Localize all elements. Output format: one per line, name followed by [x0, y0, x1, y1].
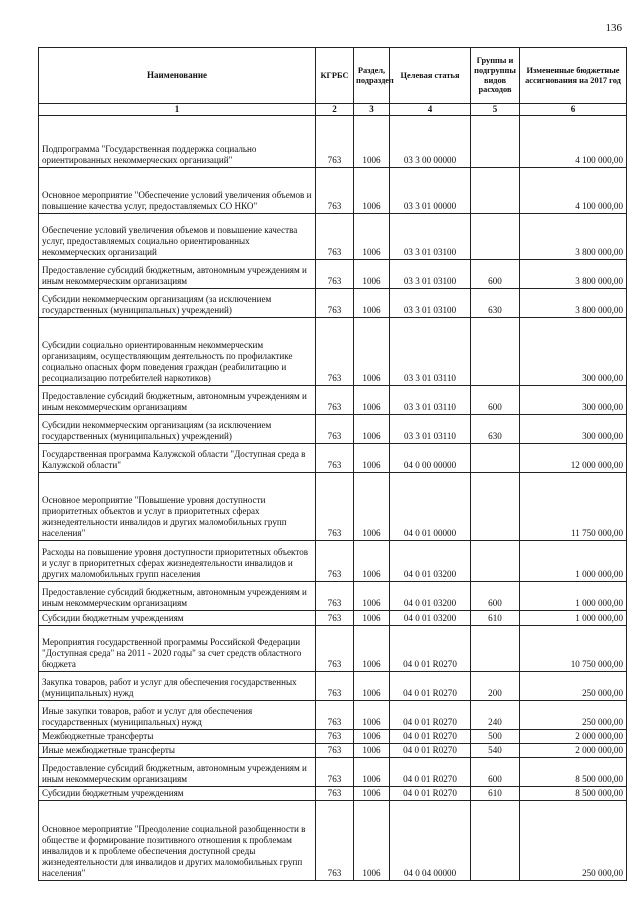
expense-group-cell: [471, 801, 520, 881]
amount-cell: 2 000 000,00: [520, 744, 627, 758]
expense-group-cell: 600: [471, 758, 520, 787]
item-name: Предоставление субсидий бюджетным, автономным учреждениям и иным некоммерческим организациям: [39, 386, 316, 415]
kgrbs-cell: 763: [316, 318, 354, 386]
amount-cell: 3 800 000,00: [520, 214, 627, 260]
page-number: 136: [605, 22, 622, 34]
expense-group-cell: 600: [471, 582, 520, 611]
target-article-cell: 03 3 00 00000: [390, 116, 471, 168]
target-article-cell: 03 3 01 03100: [390, 214, 471, 260]
razdel-cell: 1006: [354, 260, 390, 289]
expense-group-cell: 610: [471, 787, 520, 801]
kgrbs-cell: 763: [316, 116, 354, 168]
razdel-cell: 1006: [354, 541, 390, 582]
table-row: [39, 444, 627, 473]
item-name: Расходы на повышение уровня доступности приоритетных объектов и услуг в приоритетных сферах жизнедеятельности инвалидов и других маломобильных групп населения: [39, 541, 316, 582]
razdel-cell: 1006: [354, 116, 390, 168]
razdel-cell: 1006: [354, 386, 390, 415]
amount-cell: 12 000 000,00: [520, 444, 627, 473]
amount-cell: 250 000,00: [520, 701, 627, 730]
kgrbs-cell: 763: [316, 626, 354, 672]
amount-cell: 300 000,00: [520, 318, 627, 386]
target-article-cell: 04 0 01 R0270: [390, 626, 471, 672]
razdel-cell: 1006: [354, 611, 390, 626]
column-number: 3: [354, 104, 390, 116]
kgrbs-cell: 763: [316, 444, 354, 473]
item-name: Закупка товаров, работ и услуг для обеспечения государственных (муниципальных) нужд: [39, 672, 316, 701]
expense-group-cell: 200: [471, 672, 520, 701]
expense-group-cell: 630: [471, 289, 520, 318]
table-row: [39, 758, 627, 787]
column-number: 6: [520, 104, 627, 116]
item-name: Обеспечение условий увеличения объемов и повышение качества услуг, предоставляемых социально ориентированных некоммерческих организаций: [39, 214, 316, 260]
item-name: Иные межбюджетные трансферты: [39, 744, 316, 758]
target-article-cell: 03 3 01 03100: [390, 289, 471, 318]
header-name: Наименование: [39, 48, 316, 104]
expense-group-cell: [471, 626, 520, 672]
razdel-cell: 1006: [354, 214, 390, 260]
target-article-cell: 04 0 01 R0270: [390, 744, 471, 758]
razdel-cell: 1006: [354, 672, 390, 701]
razdel-cell: 1006: [354, 415, 390, 444]
header-amount: Измененные бюджетные ассигнования на 2017 год: [520, 48, 627, 104]
target-article-cell: 04 0 01 00000: [390, 473, 471, 541]
razdel-cell: 1006: [354, 730, 390, 744]
razdel-cell: 1006: [354, 744, 390, 758]
expense-group-cell: [471, 214, 520, 260]
kgrbs-cell: 763: [316, 473, 354, 541]
target-article-cell: 04 0 01 R0270: [390, 787, 471, 801]
kgrbs-cell: 763: [316, 289, 354, 318]
item-name: Субсидии бюджетным учреждениям: [39, 611, 316, 626]
amount-cell: 3 800 000,00: [520, 260, 627, 289]
amount-cell: 1 000 000,00: [520, 582, 627, 611]
header-target-article: Целевая статья: [390, 48, 471, 104]
amount-cell: 4 100 000,00: [520, 168, 627, 214]
amount-cell: 300 000,00: [520, 415, 627, 444]
kgrbs-cell: 763: [316, 541, 354, 582]
expense-group-cell: 610: [471, 611, 520, 626]
target-article-cell: 03 3 01 03100: [390, 260, 471, 289]
table-row: [39, 582, 627, 611]
table-row: [39, 801, 627, 881]
item-name: Предоставление субсидий бюджетным, автономным учреждениям и иным некоммерческим организациям: [39, 260, 316, 289]
table-row: [39, 168, 627, 214]
amount-cell: 250 000,00: [520, 672, 627, 701]
table-row: [39, 116, 627, 168]
razdel-cell: 1006: [354, 168, 390, 214]
target-article-cell: 04 0 04 00000: [390, 801, 471, 881]
kgrbs-cell: 763: [316, 214, 354, 260]
column-number: 4: [390, 104, 471, 116]
target-article-cell: 03 3 01 03110: [390, 318, 471, 386]
amount-cell: 2 000 000,00: [520, 730, 627, 744]
table-row: [39, 541, 627, 582]
target-article-cell: 03 3 01 00000: [390, 168, 471, 214]
target-article-cell: 04 0 01 R0270: [390, 672, 471, 701]
amount-cell: 10 750 000,00: [520, 626, 627, 672]
target-article-cell: 04 0 01 03200: [390, 541, 471, 582]
table-row: [39, 744, 627, 758]
expense-group-cell: [471, 473, 520, 541]
table-row: [39, 787, 627, 801]
kgrbs-cell: 763: [316, 801, 354, 881]
item-name: Мероприятия государственной программы Российской Федерации "Доступная среда" на 2011 - 2020 годы" за счет средств областного бюджета: [39, 626, 316, 672]
column-number: 2: [316, 104, 354, 116]
target-article-cell: 04 0 01 R0270: [390, 758, 471, 787]
item-name: Подпрограмма "Государственная поддержка социально ориентированных некоммерческих организаций": [39, 116, 316, 168]
kgrbs-cell: 763: [316, 611, 354, 626]
expense-group-cell: [471, 116, 520, 168]
razdel-cell: 1006: [354, 289, 390, 318]
column-numbers-row: [39, 104, 627, 116]
table-row: [39, 260, 627, 289]
item-name: Государственная программа Калужской области "Доступная среда в Калужской области": [39, 444, 316, 473]
amount-cell: 11 750 000,00: [520, 473, 627, 541]
expense-group-cell: [471, 318, 520, 386]
target-article-cell: 04 0 01 R0270: [390, 701, 471, 730]
kgrbs-cell: 763: [316, 701, 354, 730]
razdel-cell: 1006: [354, 626, 390, 672]
expense-group-cell: 240: [471, 701, 520, 730]
expense-group-cell: [471, 541, 520, 582]
razdel-cell: 1006: [354, 701, 390, 730]
razdel-cell: 1006: [354, 318, 390, 386]
table-row: [39, 318, 627, 386]
table-row: [39, 473, 627, 541]
expense-group-cell: 540: [471, 744, 520, 758]
amount-cell: 8 500 000,00: [520, 758, 627, 787]
target-article-cell: 03 3 01 03110: [390, 415, 471, 444]
kgrbs-cell: 763: [316, 168, 354, 214]
table-row: [39, 214, 627, 260]
kgrbs-cell: 763: [316, 787, 354, 801]
amount-cell: 1 000 000,00: [520, 611, 627, 626]
item-name: Субсидии некоммерческим организациям (за исключением государственных (муниципальных) учреждений): [39, 415, 316, 444]
kgrbs-cell: 763: [316, 386, 354, 415]
razdel-cell: 1006: [354, 582, 390, 611]
razdel-cell: 1006: [354, 801, 390, 881]
target-article-cell: 04 0 00 00000: [390, 444, 471, 473]
amount-cell: 300 000,00: [520, 386, 627, 415]
table-row: [39, 611, 627, 626]
target-article-cell: 04 0 01 R0270: [390, 730, 471, 744]
kgrbs-cell: 763: [316, 744, 354, 758]
amount-cell: 1 000 000,00: [520, 541, 627, 582]
item-name: Субсидии бюджетным учреждениям: [39, 787, 316, 801]
item-name: Субсидии социально ориентированным некоммерческим организациям, осуществляющим деятельность по профилактике социально опасных форм поведения граждан (реабилитацию и ресоциализацию потребителей наркотиков): [39, 318, 316, 386]
target-article-cell: 03 3 01 03110: [390, 386, 471, 415]
item-name: Предоставление субсидий бюджетным, автономным учреждениям и иным некоммерческим организациям: [39, 758, 316, 787]
amount-cell: 3 800 000,00: [520, 289, 627, 318]
amount-cell: 250 000,00: [520, 801, 627, 881]
item-name: Основное мероприятие "Обеспечение условий увеличения объемов и повышение качества услуг, предоставляемых СО НКО": [39, 168, 316, 214]
target-article-cell: 04 0 01 03200: [390, 611, 471, 626]
item-name: Основное мероприятие "Повышение уровня доступности приоритетных объектов и услуг в приоритетных сферах жизнедеятельности инвалидов и других маломобильных групп населения": [39, 473, 316, 541]
kgrbs-cell: 763: [316, 758, 354, 787]
table-row: [39, 626, 627, 672]
table-row: [39, 289, 627, 318]
razdel-cell: 1006: [354, 758, 390, 787]
expense-group-cell: [471, 168, 520, 214]
header-kgrbs: КГРБС: [316, 48, 354, 104]
kgrbs-cell: 763: [316, 672, 354, 701]
table-row: [39, 386, 627, 415]
expense-group-cell: 630: [471, 415, 520, 444]
budget-table: [38, 47, 627, 881]
table-row: [39, 415, 627, 444]
table-row: [39, 672, 627, 701]
item-name: Субсидии некоммерческим организациям (за исключением государственных (муниципальных) учреждений): [39, 289, 316, 318]
item-name: Основное мероприятие "Преодоление социальной разобщенности в обществе и формирование позитивного отношения к проблемам инвалидов и к проблеме обеспечения доступной среды жизнедеятельности для инвалидов и других маломобильных групп населения": [39, 801, 316, 881]
kgrbs-cell: 763: [316, 415, 354, 444]
kgrbs-cell: 763: [316, 260, 354, 289]
razdel-cell: 1006: [354, 473, 390, 541]
column-number: 5: [471, 104, 520, 116]
column-number: 1: [39, 104, 316, 116]
razdel-cell: 1006: [354, 444, 390, 473]
expense-group-cell: 500: [471, 730, 520, 744]
table-row: [39, 701, 627, 730]
amount-cell: 8 500 000,00: [520, 787, 627, 801]
razdel-cell: 1006: [354, 787, 390, 801]
header-razdel: Раздел, подраздел: [354, 48, 390, 104]
expense-group-cell: [471, 444, 520, 473]
item-name: Иные закупки товаров, работ и услуг для обеспечения государственных (муниципальных) нужд: [39, 701, 316, 730]
expense-group-cell: 600: [471, 260, 520, 289]
item-name: Предоставление субсидий бюджетным, автономным учреждениям и иным некоммерческим организациям: [39, 582, 316, 611]
kgrbs-cell: 763: [316, 582, 354, 611]
kgrbs-cell: 763: [316, 730, 354, 744]
item-name: Межбюджетные трансферты: [39, 730, 316, 744]
target-article-cell: 04 0 01 03200: [390, 582, 471, 611]
amount-cell: 4 100 000,00: [520, 116, 627, 168]
table-row: [39, 730, 627, 744]
header-expense-groups: Группы и подгруппы видов расходов: [471, 48, 520, 104]
header-row: [39, 48, 627, 104]
expense-group-cell: 600: [471, 386, 520, 415]
